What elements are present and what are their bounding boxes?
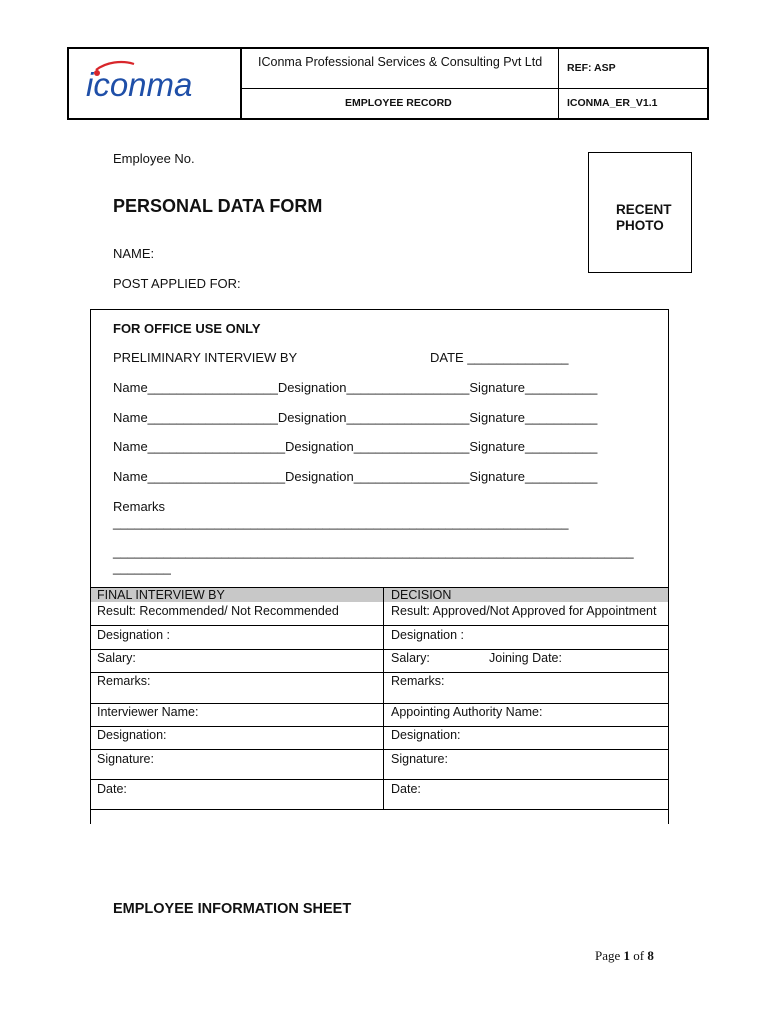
company-name: IConma Professional Services & Consulting Pvt Ltd — [258, 55, 543, 69]
grid-line — [91, 809, 668, 810]
grid-cell: Designation : — [97, 628, 170, 642]
company-logo — [82, 58, 222, 108]
header-row-divider — [240, 88, 709, 89]
page-number — [595, 948, 654, 964]
employee-no-label: Employee No. — [113, 151, 195, 166]
grid-cell: Result: Recommended/ Not Recommended — [97, 604, 339, 618]
decision-header: DECISION — [391, 588, 452, 602]
interviewer-row: Name__________________Designation_________________Signature__________ — [113, 410, 598, 425]
form-title: PERSONAL DATA FORM — [113, 196, 323, 216]
interviewer-row: Name___________________Designation________________Signature__________ — [113, 469, 598, 484]
remarks-line: ________ — [113, 560, 171, 575]
remarks-label: Remarks — [113, 499, 166, 514]
grid-cell: Salary: — [391, 651, 430, 665]
grid-cell: Signature: — [391, 752, 448, 766]
grid-cell: Designation : — [391, 628, 464, 642]
grid-cell: Remarks: — [391, 674, 445, 688]
joining-date-label: Joining Date: — [489, 651, 562, 665]
grid-cell: Remarks: — [97, 674, 151, 688]
interviewer-row: Name__________________Designation_________________Signature__________ — [113, 380, 598, 395]
grid-cell: Result: Approved/Not Approved for Appointment — [391, 604, 657, 618]
grid-cell: Designation: — [391, 728, 461, 742]
grid-line — [91, 726, 668, 727]
grid-cell: Appointing Authority Name: — [391, 705, 543, 719]
page-prefix: Page — [595, 948, 624, 963]
grid-cell: Date: — [391, 782, 421, 796]
page-of: of — [630, 948, 648, 963]
header-left-border — [67, 47, 69, 120]
photo-label: PHOTO — [616, 218, 664, 233]
date-field: DATE ______________ — [430, 350, 569, 365]
header-divider — [240, 47, 242, 120]
grid-cell: Designation: — [97, 728, 167, 742]
grid-cell: Date: — [97, 782, 127, 796]
grid-line — [91, 625, 668, 626]
page-current: 1 — [623, 948, 631, 963]
ref-label: REF: ASP — [567, 62, 616, 74]
final-interview-header: FINAL INTERVIEW BY — [97, 588, 225, 602]
name-label: NAME: — [113, 246, 155, 261]
record-label: EMPLOYEE RECORD — [345, 97, 452, 109]
document-code: ICONMA_ER_V1.1 — [567, 97, 658, 109]
grid-line — [91, 779, 668, 780]
grid-column-divider — [383, 587, 384, 809]
remarks-line: _______________________________________________________________ — [113, 515, 569, 530]
photo-label: RECENT — [616, 202, 672, 217]
grid-line — [91, 749, 668, 750]
page-total: 8 — [647, 948, 654, 963]
grid-line — [91, 703, 668, 704]
grid-line — [91, 672, 668, 673]
office-use-title: FOR OFFICE USE ONLY — [113, 321, 261, 336]
post-applied-label: POST APPLIED FOR: — [113, 276, 241, 291]
preliminary-interview-label: PRELIMINARY INTERVIEW BY — [113, 350, 298, 365]
logo-text: iconma — [86, 66, 193, 103]
section-title: EMPLOYEE INFORMATION SHEET — [113, 901, 352, 917]
grid-cell: Interviewer Name: — [97, 705, 199, 719]
grid-cell: Salary: — [97, 651, 136, 665]
remarks-line: ________________________________________________________________________ — [113, 544, 634, 559]
header-divider — [558, 47, 559, 120]
grid-line — [91, 649, 668, 650]
grid-cell: Signature: — [97, 752, 154, 766]
interviewer-row: Name___________________Designation________________Signature__________ — [113, 439, 598, 454]
